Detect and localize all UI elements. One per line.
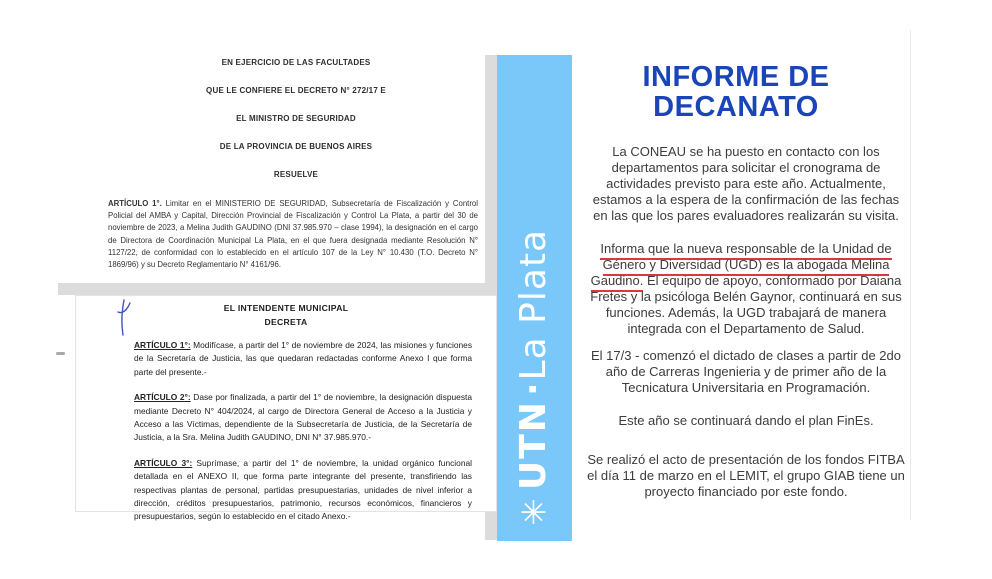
articulo-label: ARTÍCULO 2°: xyxy=(134,392,191,403)
report-body xyxy=(585,144,907,517)
resolution-header-line: EN EJERCICIO DE LAS FACULTADES xyxy=(221,58,371,67)
articulo-text: Suprímase, a partir del 1° de noviembre, la unidad orgánico funcional detallada en el ANEXO II, que forma parte integrante del presente, transfiriendo las respectivas plantas de personal, partidas presupuestarias, unidades de nivel inferior a dirección, créditos presupuestarios, patrimonio, recursos económicos, financieros y presupuestarios, según lo establecido en el citado Anexo.- xyxy=(134,457,473,522)
ugd-paragraph-rest: El equipo de apoyo, conformado por Daiana Fretes y la psicóloga Belén Gaynor, continuará en sus funciones. Además, la UGD trabajará de manera integrada con el Departamento de Salud. xyxy=(590,273,902,336)
report-paragraph-fitba: Se realizó el acto de presentación de los fondos FITBA el día 11 de marzo en el LEMIT, el grupo GIAB tiene un proyecto financiado por este fondo. xyxy=(587,452,905,499)
band-separator: · xyxy=(513,382,554,397)
articulo-label: ARTÍCULO 1°: xyxy=(134,340,191,350)
decree-document xyxy=(75,295,497,522)
utn-logo-icon: ✳ xyxy=(514,492,553,531)
report-paragraph-ugd xyxy=(585,241,907,337)
la-plata-label: La Plata xyxy=(513,228,554,381)
red-underlined-text: Informa que la nueva responsable de la Unidad de Género y Diversidad (UGD) es la abogada Melina Gaudino. xyxy=(591,241,892,292)
resolution-header-line: RESUELVE xyxy=(273,170,319,179)
resolution-header-line: QUE LE CONFIERE EL DECRETO N° 272/17 E xyxy=(206,86,386,95)
report-title xyxy=(580,62,892,122)
resolution-header-line: EL MINISTRO DE SEGURIDAD xyxy=(236,114,356,123)
articulo-text: Modifícase, a partir del 1° de noviembre de 2024, las misiones y funciones de la Secretaría de Justicia, las que quedaran redactadas conforme Anexo I que forma parte del presente.- xyxy=(134,340,473,377)
decree-heading xyxy=(76,303,496,327)
resolution-document xyxy=(85,30,485,283)
resolution-header xyxy=(85,58,485,180)
report-paragraph-clases: El 17/3 - comenzó el dictado de clases a partir de 2do año de Carreras Ingenieria y de primer año de la Tecnicatura Universitaria en Programación. xyxy=(590,348,901,395)
articulo-text: Limitar en el MINISTERIO DE SEGURIDAD, Subsecretaría de Fiscalización y Control Policial del AMBA y Capital, Dirección Provincial de Fiscalización y Control La Plata, a partir del 30 de noviembre de 2023, a Melina Judith GAUDINO (DNI 37.985.970 – clase 1994), la designación en el cargo de Directora de Coordinación Municipal La Plata, en el que fuera designada mediante Resolución N° 1127/22, de conformidad con lo establecido en el artículo 107 de la Ley N° 10.430 (T.O. Decreto N° 1869/96) y su Decreto Reglamentario N° 4161/96. xyxy=(108,199,478,270)
articulo-label: ARTÍCULO 3°: xyxy=(134,457,193,468)
report-paragraph-fines: Este año se continuará dando el plan FinEs. xyxy=(618,413,874,428)
resolution-header-line: DE LA PROVINCIA DE BUENOS AIRES xyxy=(219,142,373,151)
articulo-text: Dase por finalizada, a partir del 1° de noviembre, la designación dispuesta mediante Decreto N° 404/2024, al cargo de Directora General de Acceso a la Justicia y Acceso a las Víctimas, dependiente de la Subsecretaría de Justicia, de la Secretaría de Justicia, a la Sra. Melina Judith GAUDINO, DNI N° 37.985.970.- xyxy=(134,392,473,443)
articulo-label: ARTÍCULO 1°. xyxy=(108,199,162,208)
decree-articulo-2 xyxy=(134,391,472,445)
utn-label: UTN xyxy=(513,400,554,490)
scan-separator-band xyxy=(58,283,498,295)
decree-heading-line: DECRETA xyxy=(264,317,308,327)
decree-articles xyxy=(134,339,472,524)
decree-heading-line: EL INTENDENTE MUNICIPAL xyxy=(223,303,349,313)
resolution-articulo-1 xyxy=(108,198,478,271)
utn-band xyxy=(497,55,572,541)
report-title-line: DECANATO xyxy=(653,91,819,123)
report-paragraph-coneau: La CONEAU se ha puesto en contacto con los departamentos para solicitar el cronograma de actividades previsto para este año. Actualmente, estamos a la espera de la confirmación de las fechas en las que los pares evaluadores realizarán su visita. xyxy=(592,144,900,223)
decree-articulo-3 xyxy=(134,457,472,524)
utn-band-text xyxy=(497,55,572,541)
decree-articulo-1 xyxy=(134,339,472,379)
page-artifact-dash xyxy=(56,352,65,355)
right-panel-divider xyxy=(910,30,911,520)
report-title-line: INFORME DE xyxy=(642,61,830,93)
pen-mark-icon xyxy=(114,297,136,339)
